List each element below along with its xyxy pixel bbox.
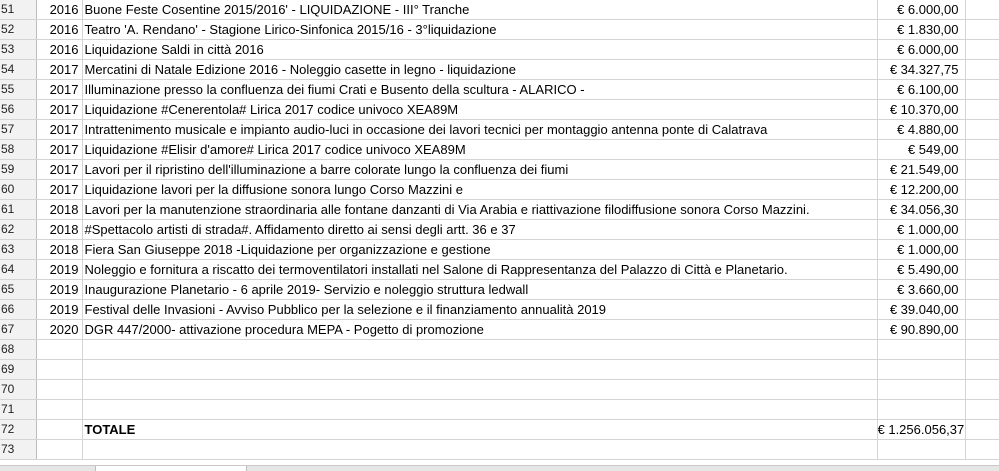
amount-cell[interactable]: € 34.327,75 — [877, 60, 965, 80]
description-cell[interactable] — [82, 400, 877, 420]
amount-cell[interactable] — [877, 360, 965, 380]
empty-cell[interactable] — [965, 220, 999, 240]
description-cell[interactable]: Liquidazione Saldi in città 2016 — [82, 40, 877, 60]
year-cell[interactable]: 2017 — [36, 100, 82, 120]
amount-cell[interactable]: € 12.200,00 — [877, 180, 965, 200]
year-cell[interactable] — [36, 420, 82, 440]
amount-cell[interactable]: € 1.000,00 — [877, 240, 965, 260]
amount-cell[interactable] — [877, 380, 965, 400]
row-header[interactable]: 73 — [0, 440, 36, 460]
empty-cell[interactable] — [965, 340, 999, 360]
amount-cell[interactable]: € 549,00 — [877, 140, 965, 160]
year-cell[interactable]: 2017 — [36, 180, 82, 200]
description-cell[interactable]: Fiera San Giuseppe 2018 -Liquidazione per organizzazione e gestione — [82, 240, 877, 260]
year-cell[interactable]: 2020 — [36, 320, 82, 340]
sheet-tab[interactable] — [95, 466, 247, 471]
year-cell[interactable]: 2019 — [36, 260, 82, 280]
empty-cell[interactable] — [965, 260, 999, 280]
table-row — [0, 400, 999, 420]
amount-cell[interactable]: € 4.880,00 — [877, 120, 965, 140]
amount-cell[interactable]: € 6.000,00 — [877, 0, 965, 20]
table-row — [0, 320, 999, 340]
table-row — [0, 440, 999, 460]
description-cell[interactable]: Noleggio e fornitura a riscatto dei termoventilatori installati nel Salone di Rappresentanza del Palazzo di Città e Planetario. — [82, 260, 877, 280]
row-header[interactable]: 67 — [0, 320, 36, 340]
row-header[interactable]: 57 — [0, 120, 36, 140]
year-cell[interactable]: 2017 — [36, 60, 82, 80]
empty-cell[interactable] — [965, 180, 999, 200]
empty-cell[interactable] — [965, 160, 999, 180]
table-row — [0, 120, 999, 140]
row-header[interactable]: 63 — [0, 240, 36, 260]
year-cell[interactable]: 2019 — [36, 300, 82, 320]
table-row — [0, 40, 999, 60]
year-cell[interactable] — [36, 440, 82, 460]
row-header[interactable]: 51 — [0, 0, 36, 20]
row-header[interactable]: 61 — [0, 200, 36, 220]
total-row — [0, 420, 999, 440]
empty-cell[interactable] — [965, 20, 999, 40]
table-row — [0, 200, 999, 220]
description-cell[interactable]: Buone Feste Cosentine 2015/2016' - LIQUIDAZIONE - III° Tranche — [82, 0, 877, 20]
amount-cell[interactable]: € 1.830,00 — [877, 20, 965, 40]
year-cell[interactable] — [36, 340, 82, 360]
amount-cell[interactable]: € 39.040,00 — [877, 300, 965, 320]
year-cell[interactable]: 2016 — [36, 0, 82, 20]
year-cell[interactable]: 2017 — [36, 120, 82, 140]
year-cell[interactable]: 2017 — [36, 140, 82, 160]
total-label[interactable]: TOTALE — [82, 420, 877, 440]
description-cell[interactable]: #Spettacolo artisti di strada#. Affidamento diretto ai sensi degli artt. 36 e 37 — [82, 220, 877, 240]
row-header[interactable]: 54 — [0, 60, 36, 80]
year-cell[interactable]: 2018 — [36, 240, 82, 260]
table-row — [0, 220, 999, 240]
row-header[interactable]: 68 — [0, 340, 36, 360]
description-cell[interactable]: Mercatini di Natale Edizione 2016 - Noleggio casette in legno - liquidazione — [82, 60, 877, 80]
row-header[interactable]: 66 — [0, 300, 36, 320]
amount-cell[interactable]: € 3.660,00 — [877, 280, 965, 300]
table-row — [0, 20, 999, 40]
row-header[interactable]: 52 — [0, 20, 36, 40]
description-cell[interactable]: Inaugurazione Planetario - 6 aprile 2019- Servizio e noleggio struttura ledwall — [82, 280, 877, 300]
year-cell[interactable]: 2019 — [36, 280, 82, 300]
amount-cell[interactable]: € 90.890,00 — [877, 320, 965, 340]
amount-cell[interactable]: € 5.490,00 — [877, 260, 965, 280]
row-header[interactable]: 56 — [0, 100, 36, 120]
row-header[interactable]: 72 — [0, 420, 36, 440]
empty-cell[interactable] — [965, 320, 999, 340]
year-cell[interactable] — [36, 380, 82, 400]
description-cell[interactable] — [82, 340, 877, 360]
table-row — [0, 240, 999, 260]
year-cell[interactable]: 2016 — [36, 40, 82, 60]
empty-cell[interactable] — [965, 60, 999, 80]
description-cell[interactable]: Festival delle Invasioni - Avviso Pubblico per la selezione e il finanziamento annualità 2019 — [82, 300, 877, 320]
amount-cell[interactable] — [877, 400, 965, 420]
amount-cell[interactable] — [877, 440, 965, 460]
year-cell[interactable]: 2017 — [36, 160, 82, 180]
empty-cell[interactable] — [965, 400, 999, 420]
table-row — [0, 340, 999, 360]
empty-cell[interactable] — [965, 420, 999, 440]
empty-cell[interactable] — [965, 240, 999, 260]
table-row — [0, 280, 999, 300]
amount-cell[interactable]: € 6.000,00 — [877, 40, 965, 60]
row-header[interactable]: 64 — [0, 260, 36, 280]
table-row — [0, 180, 999, 200]
table-row — [0, 80, 999, 100]
description-cell[interactable]: Lavori per la manutenzione straordinaria alle fontane danzanti di Via Arabia e riattivazione filodiffusione sonora Corso Mazzini. — [82, 200, 877, 220]
empty-cell[interactable] — [965, 440, 999, 460]
description-cell[interactable] — [82, 380, 877, 400]
year-cell[interactable]: 2016 — [36, 20, 82, 40]
table-row — [0, 100, 999, 120]
row-header[interactable]: 58 — [0, 140, 36, 160]
row-header[interactable]: 70 — [0, 380, 36, 400]
row-header[interactable]: 62 — [0, 220, 36, 240]
empty-cell[interactable] — [965, 380, 999, 400]
empty-cell[interactable] — [965, 140, 999, 160]
table-row — [0, 140, 999, 160]
year-cell[interactable] — [36, 360, 82, 380]
empty-cell[interactable] — [965, 80, 999, 100]
description-cell[interactable] — [82, 360, 877, 380]
empty-cell[interactable] — [965, 280, 999, 300]
year-cell[interactable]: 2018 — [36, 220, 82, 240]
table-row — [0, 0, 999, 20]
sheet-tab-bar — [0, 465, 999, 471]
table-row — [0, 160, 999, 180]
description-cell[interactable]: Lavori per il ripristino dell'illuminazione a barre colorate lungo la confluenza dei fiumi — [82, 160, 877, 180]
empty-cell[interactable] — [965, 360, 999, 380]
description-cell[interactable]: Liquidazione lavori per la diffusione sonora lungo Corso Mazzini e — [82, 180, 877, 200]
table-row — [0, 360, 999, 380]
description-cell[interactable]: Illuminazione presso la confluenza dei fiumi Crati e Busento della scultura - ALARICO - — [82, 80, 877, 100]
empty-cell[interactable] — [965, 0, 999, 20]
description-cell[interactable] — [82, 440, 877, 460]
row-header[interactable]: 53 — [0, 40, 36, 60]
empty-cell[interactable] — [965, 40, 999, 60]
description-cell[interactable]: Teatro 'A. Rendano' - Stagione Lirico-Sinfonica 2015/16 - 3°liquidazione — [82, 20, 877, 40]
row-header[interactable]: 59 — [0, 160, 36, 180]
amount-cell[interactable]: € 10.370,00 — [877, 100, 965, 120]
table-row — [0, 260, 999, 280]
row-header[interactable]: 69 — [0, 360, 36, 380]
description-cell[interactable]: Intrattenimento musicale e impianto audio-luci in occasione dei lavori tecnici per montaggio antenna ponte di Calatrava — [82, 120, 877, 140]
empty-cell[interactable] — [965, 200, 999, 220]
amount-cell[interactable] — [877, 340, 965, 360]
empty-cell[interactable] — [965, 100, 999, 120]
description-cell[interactable]: DGR 447/2000- attivazione procedura MEPA - Pogetto di promozione — [82, 320, 877, 340]
description-cell[interactable]: Liquidazione #Elisir d'amore# Lirica 2017 codice univoco XEA89M — [82, 140, 877, 160]
amount-cell[interactable]: € 21.549,00 — [877, 160, 965, 180]
empty-cell[interactable] — [965, 120, 999, 140]
description-cell[interactable]: Liquidazione #Cenerentola# Lirica 2017 codice univoco XEA89M — [82, 100, 877, 120]
table-row — [0, 300, 999, 320]
row-header[interactable]: 71 — [0, 400, 36, 420]
year-cell[interactable] — [36, 400, 82, 420]
row-header[interactable]: 55 — [0, 80, 36, 100]
amount-cell[interactable]: € 6.100,00 — [877, 80, 965, 100]
empty-cell[interactable] — [965, 300, 999, 320]
amount-cell[interactable]: € 1.000,00 — [877, 220, 965, 240]
row-header[interactable]: 65 — [0, 280, 36, 300]
year-cell[interactable]: 2018 — [36, 200, 82, 220]
year-cell[interactable]: 2017 — [36, 80, 82, 100]
row-header[interactable]: 60 — [0, 180, 36, 200]
amount-cell[interactable]: € 34.056,30 — [877, 200, 965, 220]
table-row — [0, 380, 999, 400]
table-row — [0, 60, 999, 80]
total-amount[interactable]: € 1.256.056,37 — [877, 420, 965, 440]
